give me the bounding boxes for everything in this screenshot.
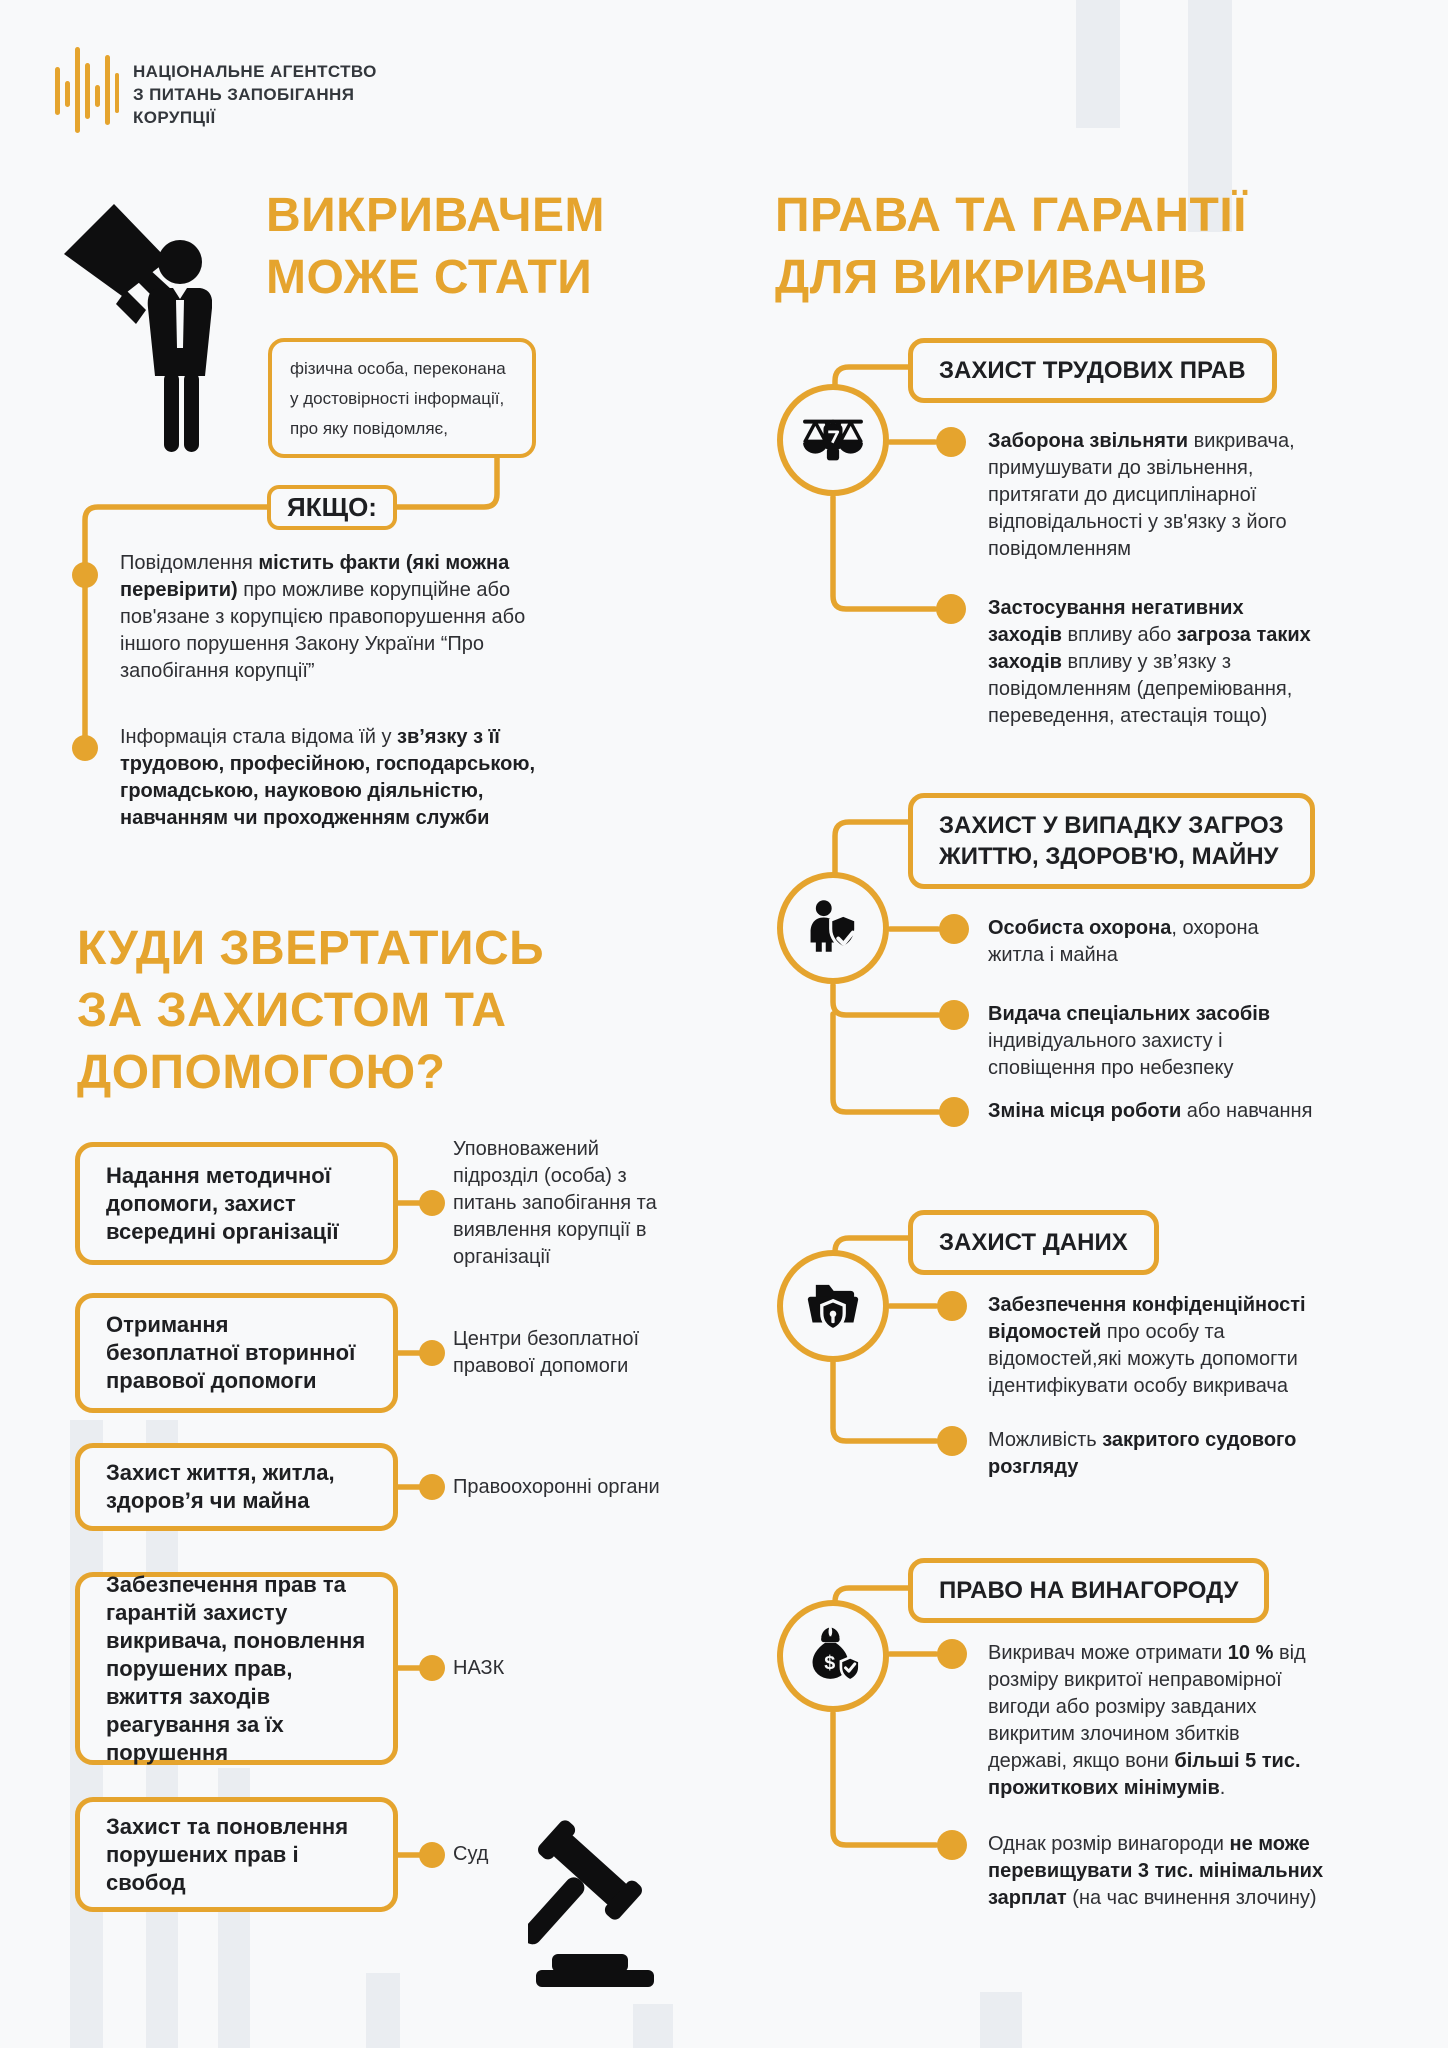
bullet-threat-2: Видача спеціальних засобів індивідуального захисту і сповіщення про небезпеку bbox=[988, 1003, 1271, 1079]
bullet-reward-1: Викривач може отримати 10 % від розміру викритої неправомірної вигоди або розміру завданих викритим злочином збитків державі, якщо вони більші 5 тис. прожиткових мінімумів. bbox=[988, 1642, 1306, 1799]
bullet-threat-1: Особиста охорона, охорона житла і майна bbox=[988, 917, 1259, 966]
gavel-icon bbox=[528, 1818, 688, 2005]
logo-line: КОРУПЦІЇ bbox=[133, 108, 216, 127]
nacp-logo bbox=[55, 45, 119, 150]
help-box-legal-aid bbox=[75, 1293, 398, 1413]
where-title-line: КУДИ ЗВЕРТАТИСЬ bbox=[77, 922, 545, 975]
megaphone-person-icon bbox=[52, 200, 212, 467]
person-shield-icon bbox=[777, 872, 889, 984]
help-box-restore-rights-label: Суд bbox=[453, 1843, 489, 1865]
bullet-threat-3: Зміна місця роботи або навчання bbox=[988, 1100, 1313, 1122]
help-box-text: Захист життя, житла, здоров’я чи майна bbox=[106, 1460, 335, 1513]
intro-title bbox=[266, 185, 605, 309]
bullet-labor-2: Застосування негативних заходів впливу або загроза таких заходів впливу у зв’язку з повідомленням (депреміювання, переведення, атестація тощо) bbox=[988, 597, 1311, 727]
help-box-restore-rights bbox=[75, 1797, 398, 1912]
logo-line: З ПИТАНЬ ЗАПОБІГАННЯ bbox=[133, 85, 355, 104]
where-title-line: ЗА ЗАХИСТОМ ТА bbox=[77, 984, 507, 1037]
bullet-reward-2: Однак розмір винагороди не може перевищувати 3 тис. мінімальних зарплат (на час вчинення злочину) bbox=[988, 1833, 1324, 1909]
help-box-text: Надання методичної допомоги, захист всередині організації bbox=[106, 1162, 339, 1244]
if-label-pill bbox=[267, 485, 397, 530]
where-title bbox=[77, 918, 544, 1104]
rights-title bbox=[775, 185, 1247, 309]
condition-item-1: Повідомлення містить факти (які можна перевірити) про можливе корупційне або пов'язане з корупцією правопорушення або іншого порушення Закону України “Про запобігання корупції” bbox=[120, 552, 526, 682]
section-header-threat-protection: ЗАХИСТ У ВИПАДКУ ЗАГРОЗ ЖИТТЮ, ЗДОРОВ'Ю, МАЙНУ bbox=[908, 793, 1315, 889]
help-box-internal bbox=[75, 1142, 398, 1265]
intro-title-line: ВИКРИВАЧЕМ bbox=[266, 189, 605, 242]
help-box-life-protection-label: Правоохоронні органи bbox=[453, 1475, 660, 1498]
nacp-logo-text bbox=[133, 60, 377, 129]
bullet-labor-1: Заборона звільняти викривача, примушувати до звільнення, притягати до дисциплінарної відповідальності у зв'язку з його повідомленням bbox=[988, 430, 1295, 560]
money-bag-icon bbox=[777, 1600, 889, 1712]
svg-text:$: $ bbox=[824, 1652, 836, 1675]
definition-text: фізична особа, переконана у достовірності інформації, про яку повідомляє, bbox=[290, 359, 506, 438]
section-header-reward: ПРАВО НА ВИНАГОРОДУ bbox=[908, 1558, 1269, 1623]
where-title-line: ДОПОМОГОЮ? bbox=[77, 1046, 446, 1099]
bullet-data-1: Забезпечення конфіденційності відомостей про особу та відомостей,які можуть допомогти ідентифікувати особу викривача bbox=[988, 1294, 1306, 1397]
rights-title-line: ПРАВА ТА ГАРАНТІЇ bbox=[775, 189, 1247, 242]
scales-fist-icon bbox=[777, 384, 889, 496]
nacp-soundbars-icon bbox=[55, 45, 119, 145]
help-box-rights-guarantees bbox=[75, 1572, 398, 1765]
folder-lock-icon bbox=[777, 1250, 889, 1362]
help-box-internal-label: Уповноважений підрозділ (особа) з питань запобігання та виявлення корупції в організації bbox=[453, 1138, 657, 1268]
help-box-rights-guarantees-label: НАЗК bbox=[453, 1657, 505, 1679]
section-header-data-protection: ЗАХИСТ ДАНИХ bbox=[908, 1210, 1159, 1275]
condition-item-2: Інформація стала відома їй у зв’язку з її трудовою, професійною, господарською, громадською, науковою діяльністю, навчанням чи проходженням служби bbox=[120, 726, 536, 829]
intro-title-line: МОЖЕ СТАТИ bbox=[266, 251, 593, 304]
if-label: ЯКЩО: bbox=[287, 492, 377, 522]
help-box-text: Забезпечення прав та гарантій захисту викривача, поновлення порушених прав, вжиття заходів реагування за їх порушення bbox=[106, 1571, 366, 1765]
bullet-data-2: Можливість закритого судового розгляду bbox=[988, 1429, 1297, 1478]
logo-line: НАЦІОНАЛЬНЕ АГЕНТСТВО bbox=[133, 62, 377, 81]
rights-title-line: ДЛЯ ВИКРИВАЧІВ bbox=[775, 251, 1208, 304]
help-box-text: Отримання безоплатної вторинної правової допомоги bbox=[106, 1312, 356, 1393]
help-box-legal-aid-label: Центри безоплатної правової допомоги bbox=[453, 1328, 640, 1377]
section-header-labor-rights: ЗАХИСТ ТРУДОВИХ ПРАВ bbox=[908, 338, 1277, 403]
definition-bubble bbox=[268, 338, 536, 458]
help-box-text: Захист та поновлення порушених прав і свобод bbox=[106, 1813, 349, 1895]
help-box-life-protection bbox=[75, 1443, 398, 1531]
